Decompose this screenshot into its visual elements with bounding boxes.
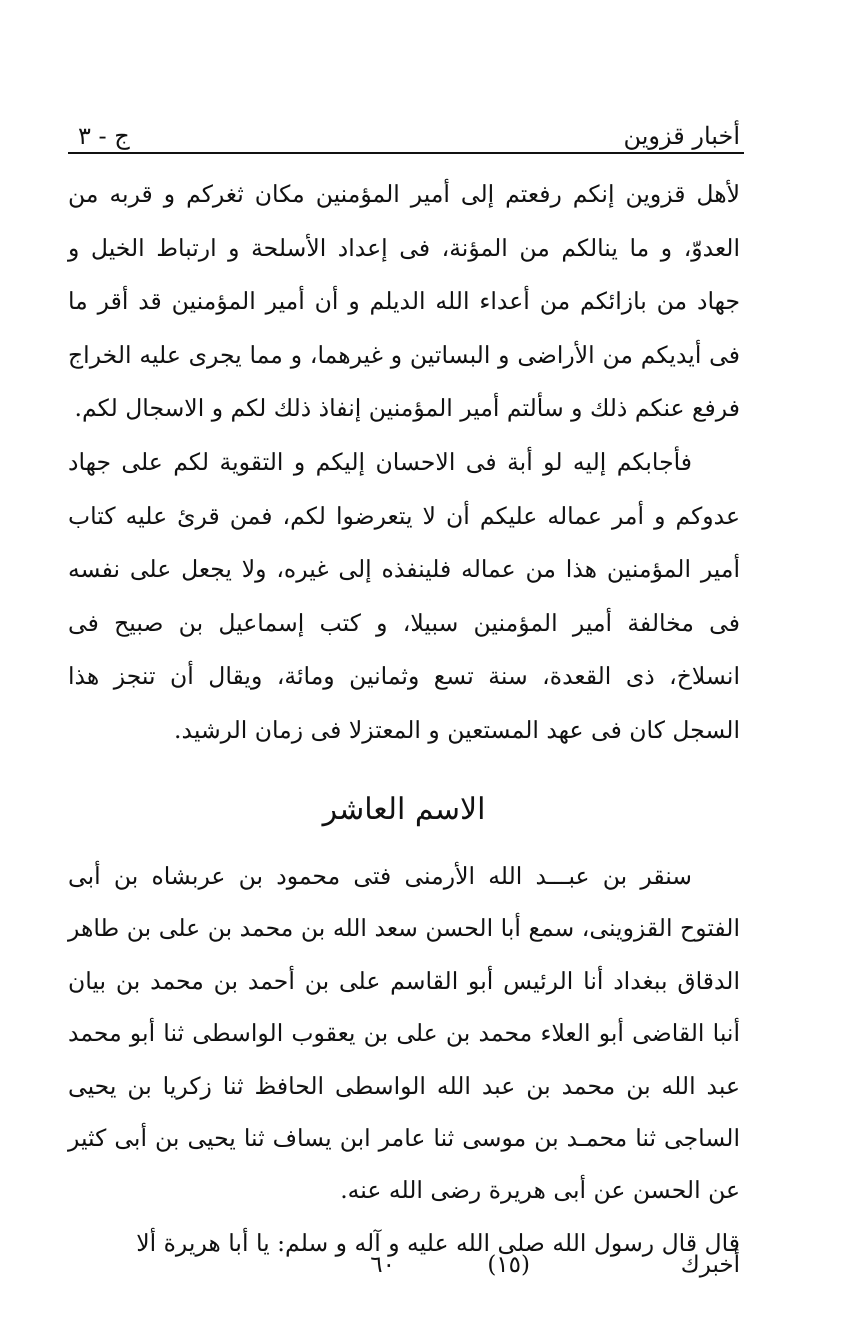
header-rule: [68, 152, 744, 154]
paragraph: لأهل قزوين إنكم رفعتم إلى أمير المؤمنين مكان ثغركم و قربه من العدوّ، و ما ينالكم من المؤنة، فى إعداد الأسلحة و ارتباط الخيل و جهاد من بازائكم من أعداء الله الديلم و أن أمير المؤمنين قد أقر ما فى أيديكم من الأراضى و البساتين و غيرهما، و مما يجرى عليه الخراج فرفع عنكم ذلك و سألتم أمير المؤمنين إنفاذ ذلك لكم و الاسجال لكم.: [68, 180, 740, 423]
signature-mark: (١٥): [487, 1252, 530, 1278]
passage-one: [68, 168, 740, 758]
catchword: أخبرك: [680, 1252, 740, 1278]
volume-label: ج - ٣: [78, 122, 130, 150]
book-title: أخبار قزوين: [623, 122, 740, 150]
running-header: [68, 110, 740, 150]
paragraph: قال قال رسول الله صلى الله عليه و آله و سلم: يا أبا هريرة ألا: [136, 1228, 740, 1257]
paragraph: سنقر بن عبـــد الله الأرمنى فتى محمود بن عربشاه بن أبى الفتوح القزوينى، سمع أبا الحسن سعد الله بن محمد بن على بن طاهر الدقاق ببغداد أنا الرئيس أبو القاسم على بن أحمد بن محمد بن بيان أنبا القاضى أبو العلاء محمد بن على بن يعقوب الواسطى ثنا أبو محمد عبد الله بن محمد بن عبد الله الواسطى الحافظ ثنا زكريا بن يحيى الساجى ثنا محمـد بن موسى ثنا عامر ابن يساف ثنا يحيى بن أبى كثير عن الحسن عن أبى هريرة رضى الله عنه.: [68, 862, 740, 1205]
page-number: ٦٠: [370, 1252, 395, 1278]
section-heading: الاسم العاشر: [322, 792, 486, 827]
passage-two: [68, 850, 740, 1269]
page-footer: [68, 1252, 740, 1292]
paragraph: فأجابكم إليه لو أبة فى الاحسان إليكم و التقوية لكم على جهاد عدوكم و أمر عماله عليكم أن لا يتعرضوا لكم، فمن قرئ عليه كتاب أمير المؤمنين هذا من عماله فلينفذه إلى غيره، ولا يجعل على نفسه فى مخالفة أمير المؤمنين سبيلا، و كتب إسماعيل بن صبيح فى انسلاخ، ذى القعدة، سنة تسع وثمانين ومائة، ويقال أن تنجز هذا السجل كان فى عهد المستعين و المعتزلا فى زمان الرشيد.: [68, 447, 740, 744]
